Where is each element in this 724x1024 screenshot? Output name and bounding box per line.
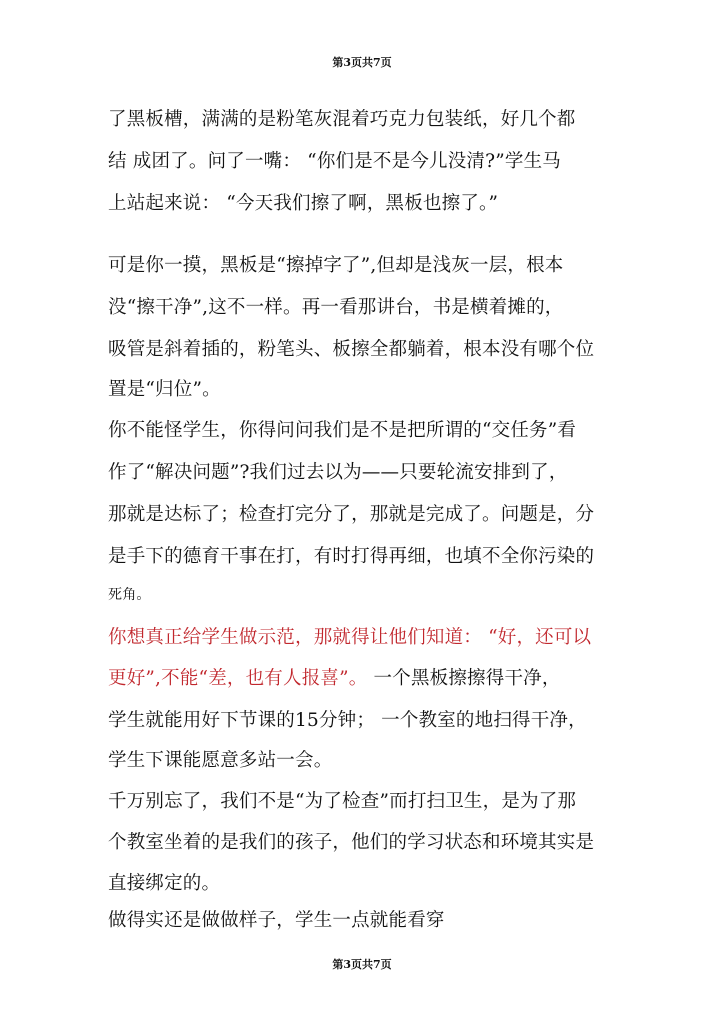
paragraph-1-line-1: 了黑板槽，满满的是粉笔灰混着巧克力包装纸，好几个都: [108, 109, 576, 130]
paragraph-3-line-5: 死角。: [108, 587, 151, 603]
paragraph-2-line-2: 没“擦干净”,这不一样。再一看那讲台，书是横着摊的，: [108, 297, 564, 318]
highlight-line-1: 你想真正给学生做示范，那就得让他们知道： “好，还可以: [108, 627, 592, 648]
page-footer: 第3页共7页: [332, 958, 392, 971]
paragraph-5-line-3: 直接绑定的。: [108, 873, 221, 894]
paragraph-3-line-4: 是手下的德育干事在打，有时打得再细，也填不全你污染的: [108, 546, 595, 567]
paragraph-5-line-1: 千万别忘了，我们不是“为了检查”而打扫卫生，是为了那: [108, 791, 577, 812]
page-header: 第3页共7页: [332, 56, 392, 69]
paragraph-2-line-4: 置是“归位”。: [108, 379, 221, 400]
highlight-line-2: [108, 666, 561, 692]
highlight-line-2-red: 更好”,不能“差，也有人报喜”。: [108, 668, 368, 689]
paragraph-5-line-2: 个教室坐着的是我们的孩子，他们的学习状态和环境其实是: [108, 832, 595, 853]
paragraph-3-line-1: 你不能怪学生，你得问问我们是不是把所谓的“交任务”看: [108, 420, 577, 441]
paragraph-3-line-2: 作了“解决问题”?我们过去以为——只要轮流安排到了，: [108, 462, 568, 483]
paragraph-1-line-2: 结 成团了。问了一嘴： “你们是不是今儿没清?”学生马: [108, 151, 561, 172]
paragraph-2-line-1: 可是你一摸，黑板是“擦掉字了”,但却是浅灰一层，根本: [108, 255, 564, 276]
paragraph-3-line-3: 那就是达标了；检查打完分了，那就是完成了。问题是，分: [108, 504, 595, 525]
paragraph-6-line-1: 做得实还是做做样子，学生一点就能看穿: [108, 910, 445, 931]
paragraph-4-line-3: 学生就能用好下节课的15分钟； 一个教室的地扫得干净，: [108, 710, 587, 731]
highlight-line-2-black: 一个黑板擦擦得干净，: [367, 668, 561, 689]
paragraph-1-line-3: 上站起来说： “今天我们擦了啊，黑板也擦了。”: [108, 193, 499, 214]
paragraph-2-line-3: 吸管是斜着插的，粉笔头、板擦全都躺着，根本没有哪个位: [108, 339, 595, 360]
paragraph-4-line-4: 学生下课能愿意多站一会。: [108, 750, 333, 771]
